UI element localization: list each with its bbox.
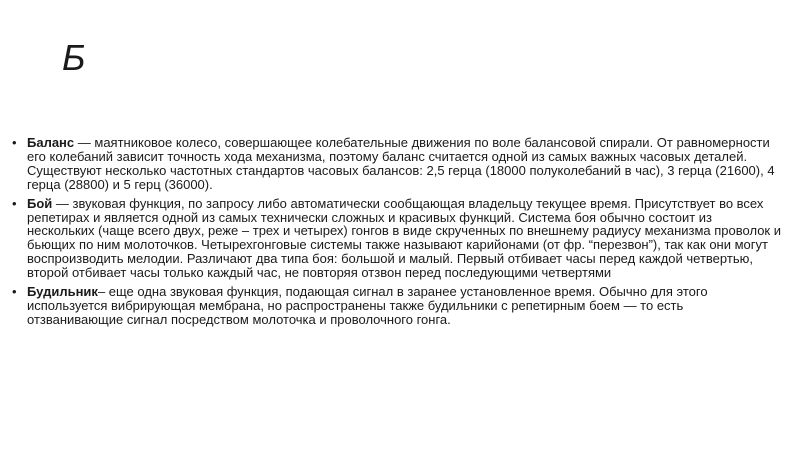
bullet-marker: • bbox=[12, 284, 17, 300]
glossary-definition: — звуковая функция, по запросу либо автоматически сообщающая владельцу текущее время. Присутствует во всех репетирах и является одной из самых технически сложных и красивых функций. Система боя обычно состоит из нескольких (чаще всего двух, реже – трех и четырех) гонгов в виде скрученных по внешнему радиусу механизма проволок и бьющих по ним молоточков. Четырехгонговые системы также называют карийонами (от фр. “перезвон”), так как они могут воспроизводить мелодии. Различают два типа боя: большой и малый. Первый отбивает часы перед каждой четвертью, второй отбивает часы только каждый час, не повторяя отзвон перед последующими четвертями bbox=[27, 195, 781, 281]
glossary-entry-chime bbox=[12, 197, 782, 280]
glossary-definition: — маятниковое колесо, совершающее колебательные движения по воле балансовой спирали. От равномерности его колебаний зависит точность хода механизма, поэтому баланс считается одной из самых важных часовых деталей. Существуют несколько частотных стандартов часовых балансов: 2,5 герца (18000 полуколебаний в час), 3 герца (21600), 4 герца (28800) и 5 герц (36000). bbox=[27, 135, 775, 192]
glossary-term: Бой bbox=[27, 195, 53, 211]
glossary-entry-balance bbox=[12, 136, 782, 192]
bullet-marker: • bbox=[12, 195, 17, 211]
glossary-entry-alarm bbox=[12, 285, 782, 327]
glossary-term: Будильник bbox=[27, 284, 98, 300]
glossary-list bbox=[12, 136, 782, 332]
slide-title: Б bbox=[62, 37, 86, 78]
glossary-term: Баланс bbox=[27, 135, 75, 150]
glossary-definition: – еще одна звуковая функция, подающая сигнал в заранее установленное время. Обычно для этого используется вибрирующая мембрана, но распространены также будильники с репетирным боем — то есть отзванивающие сигнал посредством молоточка и проволочного гонга. bbox=[27, 284, 708, 327]
bullet-marker: • bbox=[12, 135, 17, 150]
